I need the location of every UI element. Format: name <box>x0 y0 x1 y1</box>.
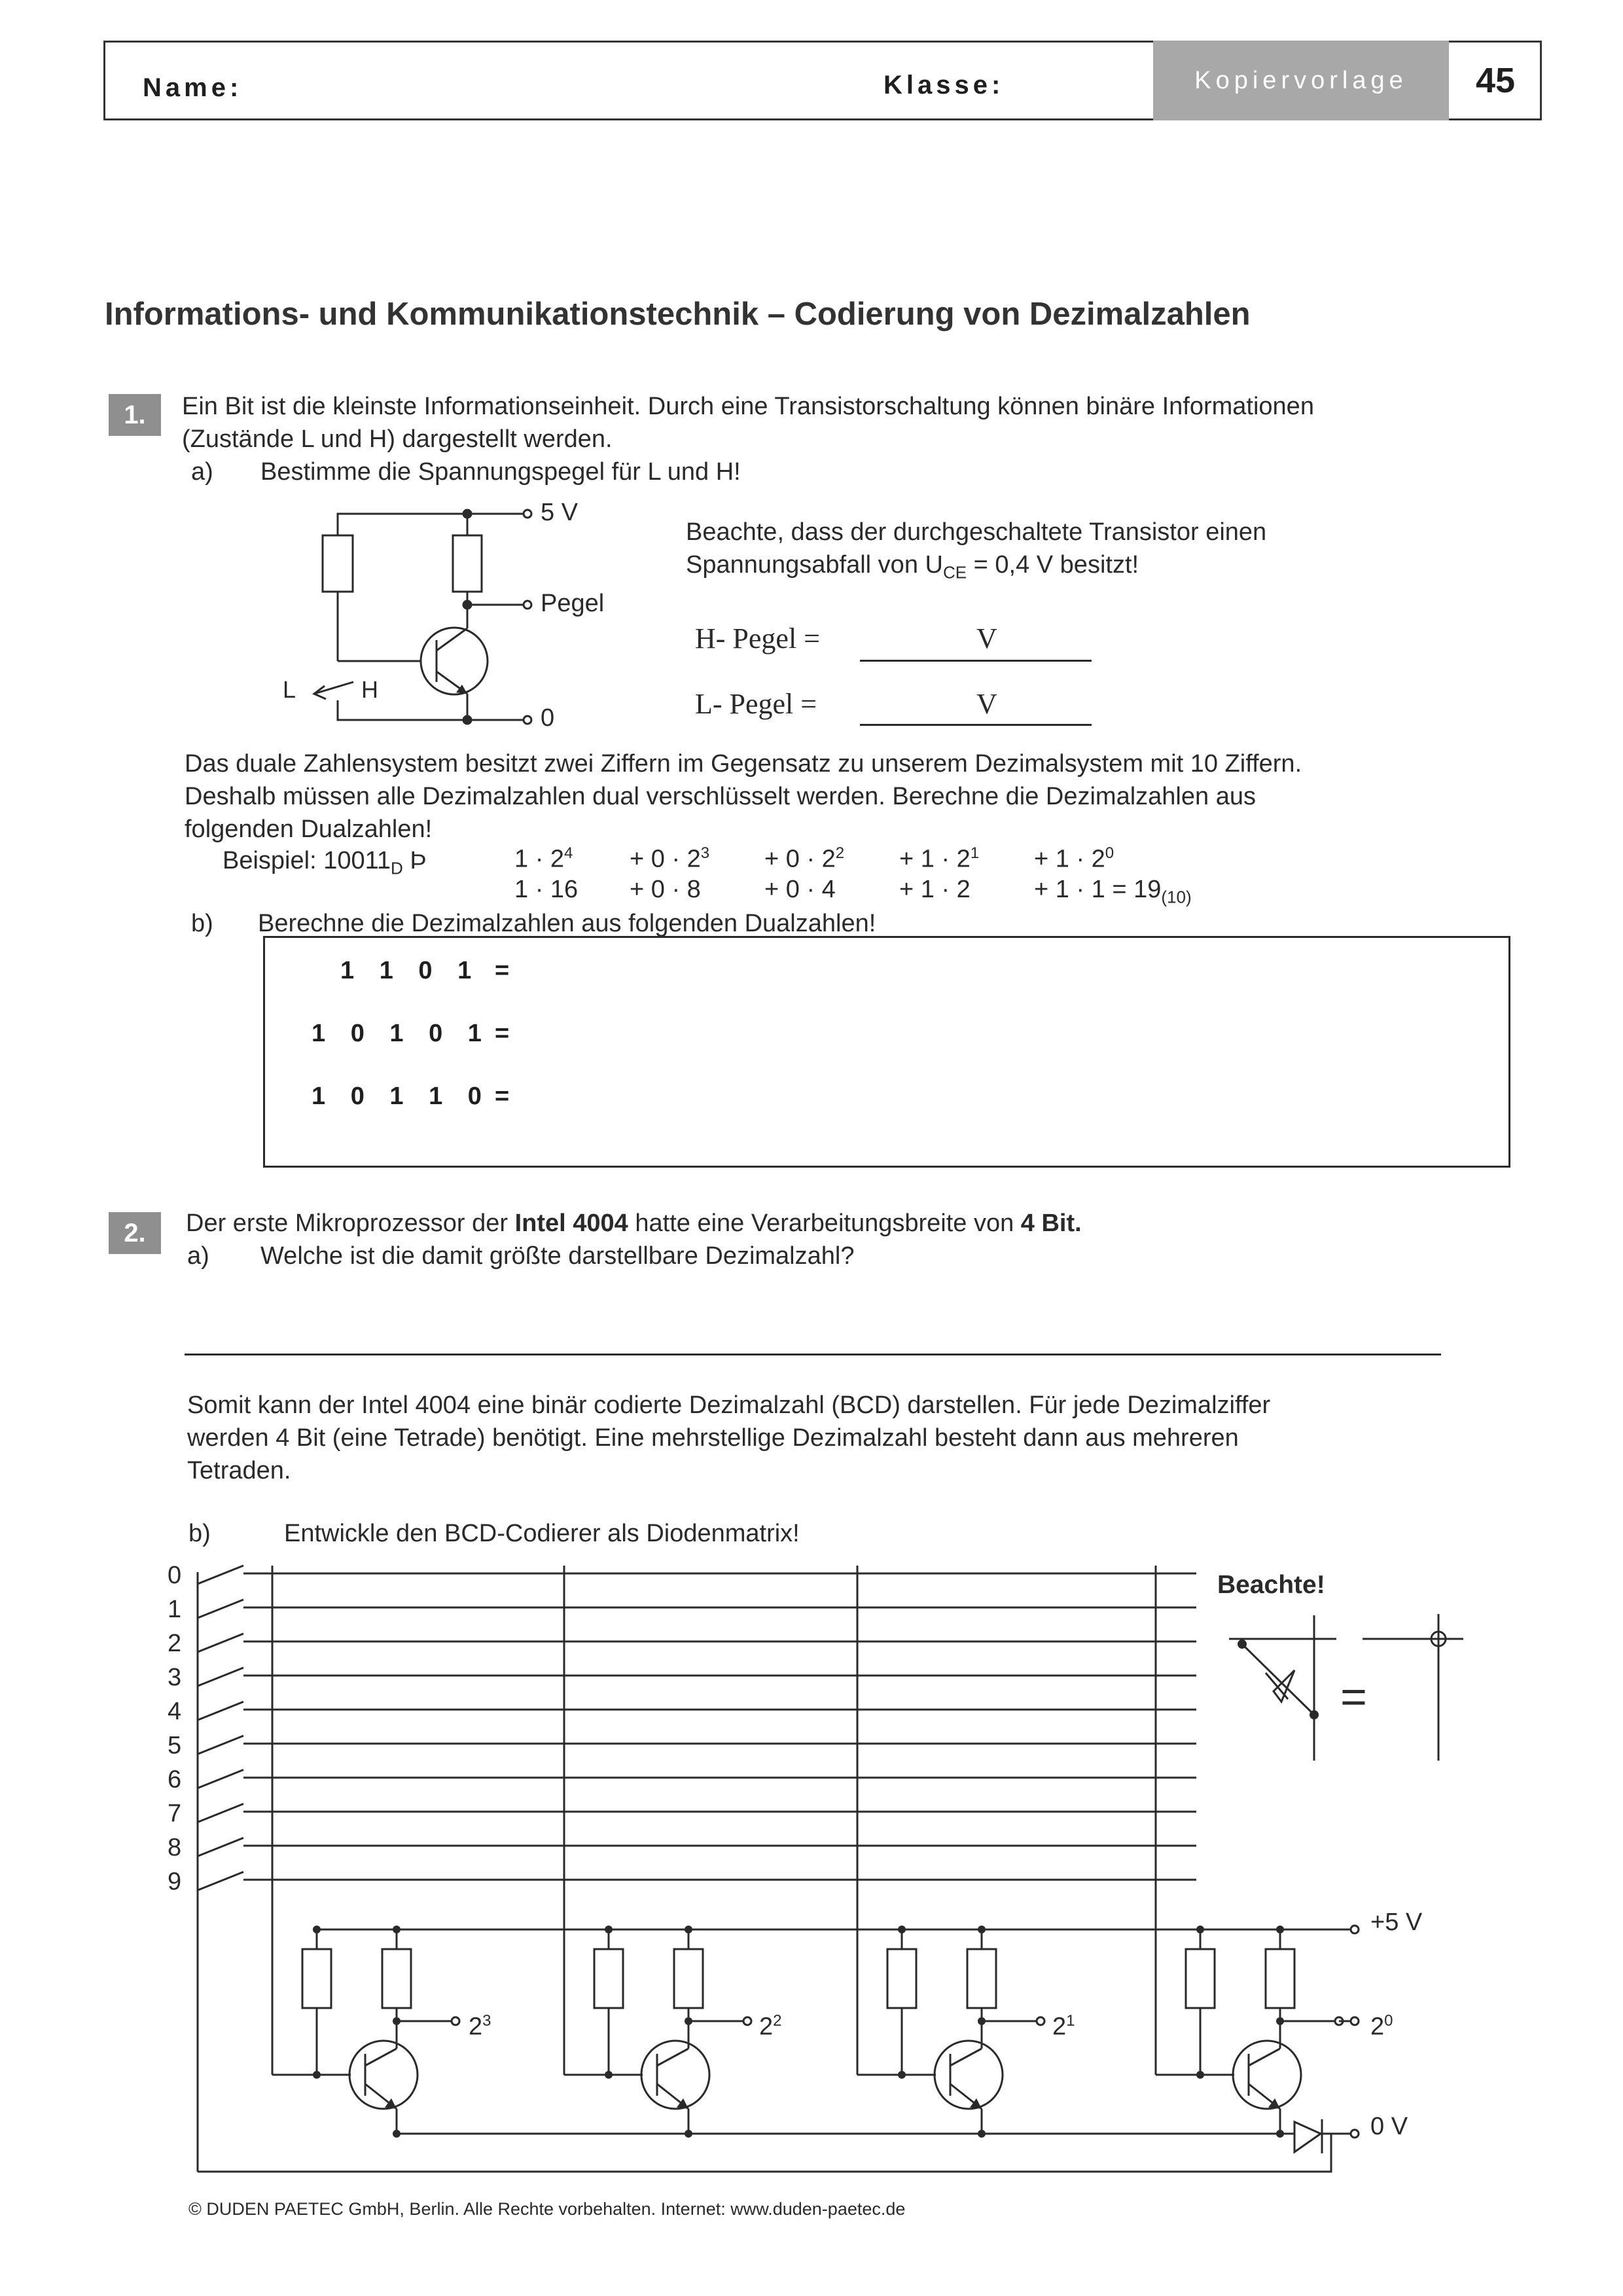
digit-5: 5 <box>168 1732 182 1759</box>
dual-number-2: 1 0 1 0 1 <box>312 1020 491 1047</box>
task-1-intro-line1: Ein Bit ist die kleinste Informationseinheit. Durch eine Transistorschaltung können binäre Informationen <box>182 393 1314 420</box>
bit-label-2-3: $2^3$ <box>469 2012 491 2041</box>
digit-2: 2 <box>168 1630 182 1657</box>
digit-7: 7 <box>168 1800 182 1827</box>
task-2b-text: Entwickle den BCD-Codierer als Diodenmatrix! <box>284 1520 800 1547</box>
digit-6: 6 <box>168 1766 182 1793</box>
task-2a-answer-line[interactable] <box>185 1354 1441 1355</box>
equals-3: = <box>495 1083 510 1110</box>
h-pegel-unit: V <box>976 622 997 655</box>
equals-1: = <box>495 957 510 984</box>
name-label: Name: <box>143 73 243 102</box>
footer-copyright: © DUDEN PAETEC GmbH, Berlin. Alle Rechte vorbehalten. Internet: www.duden-paetec.de <box>188 2199 906 2219</box>
l-pegel-unit: V <box>976 688 997 720</box>
digit-3: 3 <box>168 1664 182 1691</box>
task-1b-label: b) <box>191 910 213 937</box>
label-5v: 5 V <box>541 499 579 526</box>
calc-term-3: + $0 \cdot 2^2$ <box>764 844 845 873</box>
calc-value-4: + 1 · 2 <box>899 876 971 903</box>
task-2a-label: a) <box>187 1242 209 1270</box>
l-pegel-answer-line[interactable] <box>860 724 1092 726</box>
calc-value-5: + $1 \cdot 1 = 19_{(10)}$ <box>1034 876 1192 907</box>
task-1a-text: Bestimme die Spannungspegel für L und H! <box>260 458 741 486</box>
calc-value-3: + 0 · 4 <box>764 876 836 903</box>
label-0v: 0 V <box>1370 2113 1408 2140</box>
digit-4: 4 <box>168 1698 182 1725</box>
klasse-label: Klasse: <box>883 71 1005 99</box>
dual-number-1: 1 1 0 1 <box>340 957 481 984</box>
label-zero: 0 <box>541 704 555 732</box>
calc-term-1: $1 \cdot 2^4$ <box>514 844 573 873</box>
label-h: H <box>361 676 378 703</box>
kopiervorlage-tag: Kopiervorlage <box>1153 41 1449 120</box>
digit-9: 9 <box>168 1868 182 1895</box>
page-title: Informations- und Kommunikationstechnik – Codierung von Dezimalzahlen <box>105 296 1251 332</box>
dual-text-line2: Deshalb müssen alle Dezimalzahlen dual verschlüsselt werden. Berechne die Dezimalzahlen aus <box>185 783 1256 810</box>
label-pegel: Pegel <box>541 590 605 617</box>
calc-value-2: + 0 · 8 <box>630 876 701 903</box>
dual-text-line3: folgenden Dualzahlen! <box>185 816 433 843</box>
equals-2: = <box>495 1020 510 1047</box>
task-2b-label: b) <box>188 1520 211 1547</box>
task-1-intro-line2: (Zustände L und H) dargestellt werden. <box>182 425 613 453</box>
bcd-text-line3: Tetraden. <box>187 1457 291 1484</box>
task-2-line1: Der erste Mikroprozessor der Intel 4004 hatte eine Verarbeitungsbreite von 4 Bit. <box>186 1210 1082 1237</box>
digit-1: 1 <box>168 1596 182 1623</box>
example-label: Beispiel: $10011_D$ Þ <box>223 847 427 878</box>
digit-8: 8 <box>168 1834 182 1861</box>
task-1b-text: Berechne die Dezimalzahlen aus folgenden Dualzahlen! <box>258 910 876 937</box>
task-2-badge: 2. <box>109 1212 161 1254</box>
dual-text-line1: Das duale Zahlensystem besitzt zwei Ziffern im Gegensatz zu unserem Dezimalsystem mit 10 Ziffern. <box>185 750 1302 778</box>
bit-label-2-0: $2^0$ <box>1370 2012 1393 2041</box>
bcd-text-line1: Somit kann der Intel 4004 eine binär codierte Dezimalzahl (BCD) darstellen. Für jede Dezimalziffer <box>187 1391 1271 1419</box>
h-pegel-label: H- Pegel = <box>695 622 820 655</box>
task-1a-label: a) <box>191 458 213 486</box>
label-plus-5v: +5 V <box>1370 1909 1423 1936</box>
calc-term-5: + $1 \cdot 2^0$ <box>1034 844 1115 873</box>
calc-term-2: + $0 \cdot 2^3$ <box>630 844 710 873</box>
beachte-label: Beachte! <box>1217 1571 1325 1599</box>
task-1-badge: 1. <box>109 394 161 436</box>
task-2a-text: Welche ist die damit größte darstellbare Dezimalzahl? <box>260 1242 855 1270</box>
dual-number-3: 1 0 1 1 0 <box>312 1083 491 1110</box>
calc-term-4: + $1 \cdot 2^1$ <box>899 844 980 873</box>
calc-value-1: 1 · 16 <box>514 876 579 903</box>
page-number: 45 <box>1475 61 1516 100</box>
digit-0: 0 <box>168 1562 182 1589</box>
bit-label-2-2: $2^2$ <box>759 2012 782 2041</box>
h-pegel-answer-line[interactable] <box>860 660 1092 662</box>
beachte-equals: = <box>1340 1671 1367 1722</box>
bit-label-2-1: $2^1$ <box>1052 2012 1075 2041</box>
label-l: L <box>283 676 296 703</box>
note-line1: Beachte, dass der durchgeschaltete Transistor einen <box>686 518 1267 546</box>
bcd-text-line2: werden 4 Bit (eine Tetrade) benötigt. Eine mehrstellige Dezimalzahl besteht dann aus mehreren <box>187 1424 1239 1452</box>
note-line2: Spannungsabfall von $U_{CE} = 0,4$ V besitzt! <box>686 551 1139 583</box>
l-pegel-label: L- Pegel = <box>695 688 817 720</box>
